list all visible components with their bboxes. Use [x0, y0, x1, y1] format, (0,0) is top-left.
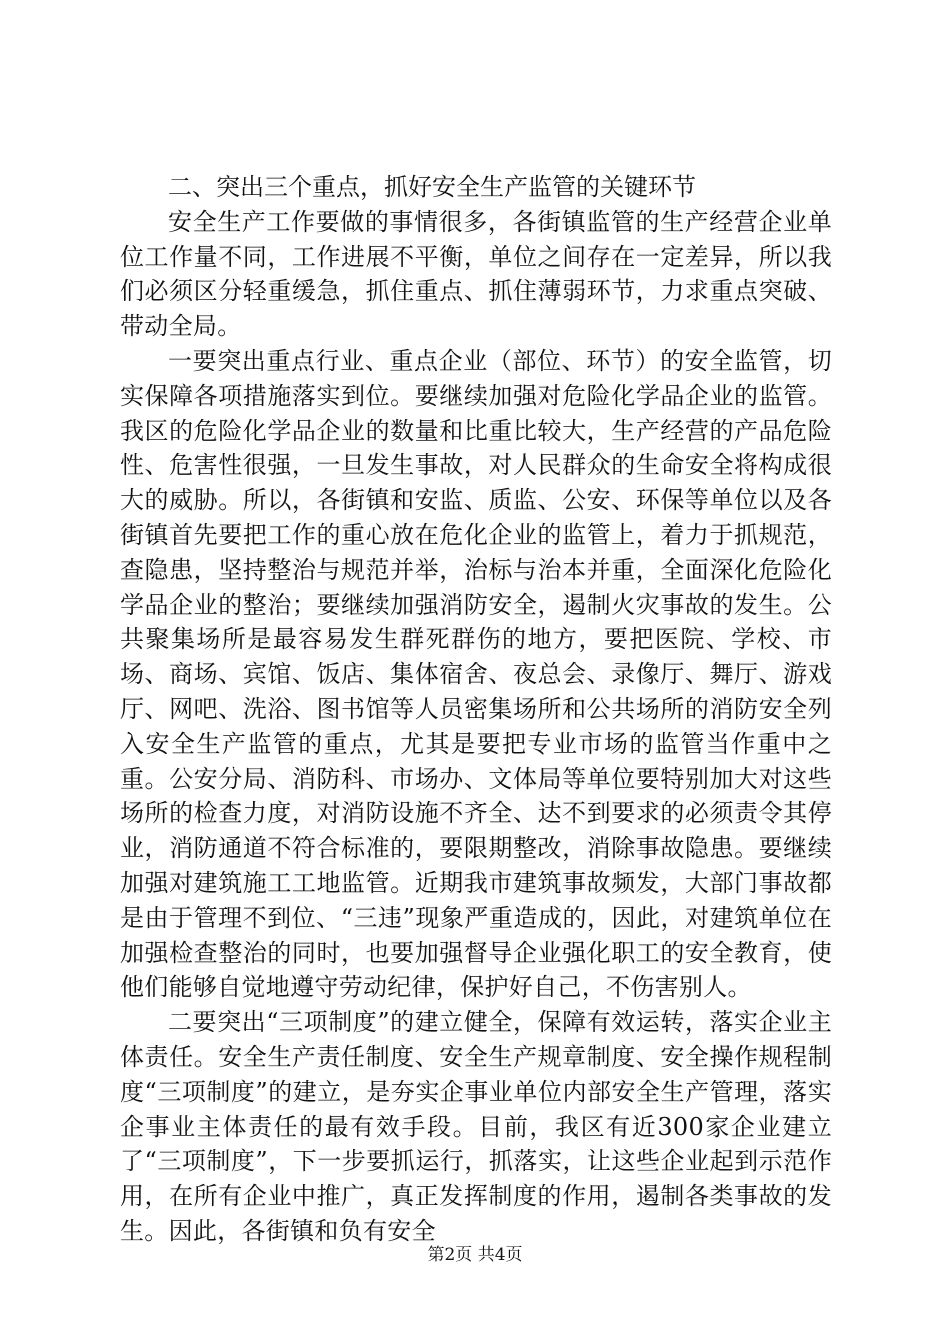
paragraph-key-industries: 一要突出重点行业、重点企业（部位、环节）的安全监管，切实保障各项措施落实到位。要继续加强对危险化学品企业的监管。我区的危险化学品企业的数量和比重比较大，生产经营的产品危险性、危害性很强，一旦发生事故，对人民群众的生命安全将构成很大的威胁。所以，各街镇和安监、质监、公安、环保等单位以及各街镇首先要把工作的重心放在危化企业的监管上，着力于抓规范，查隐患，坚持整治与规范并举，治标与治本并重，全面深化危险化学品企业的整治；要继续加强消防安全，遏制火灾事故的发生。公共聚集场所是最容易发生群死群伤的地方，要把医院、学校、市场、商场、宾馆、饭店、集体宿舍、夜总会、录像厅、舞厅、游戏厅、网吧、洗浴、图书馆等人员密集场所和公共场所的消防安全列入安全生产监管的重点，尤其是要把专业市场的监管当作重中之重。公安分局、消防科、市场办、文体局等单位要特别加大对这些场所的检查力度，对消防设施不齐全、达不到要求的必须责令其停业，消防通道不符合标准的，要限期整改，消除事故隐患。要继续加强对建筑施工工地监管。近期我市建筑事故频发，大部门事故都是由于管理不到位、“三违”现象严重造成的，因此，对建筑单位在加强检查整治的同时，也要加强督导企业强化职工的安全教育，使他们能够自觉地遵守劳动纪律，保护好自己，不伤害别人。: [120, 346, 832, 1002]
paragraph-three-systems: 二要突出“三项制度”的建立健全，保障有效运转，落实企业主体责任。安全生产责任制度、安全生产规章制度、安全操作规程制度“三项制度”的建立，是夯实企事业单位内部安全生产管理，落实企事业主体责任的最有效手段。目前，我区有近300家企业建立了“三项制度”，下一步要抓运行，抓落实，让这些企业起到示范作用，在所有企业中推广，真正发挥制度的作用，遏制各类事故的发生。因此，各街镇和负有安全: [120, 1008, 832, 1245]
document-body: [120, 170, 832, 1249]
paragraph-intro: 安全生产工作要做的事情很多，各街镇监管的生产经营企业单位工作量不同，工作进展不平衡，单位之间存在一定差异，所以我们必须区分轻重缓急，抓住重点、抓住薄弱环节，力求重点突破、带动全局。: [120, 207, 832, 341]
page-number-footer: 第2页 共4页: [427, 1245, 523, 1265]
section-heading: 二、突出三个重点，抓好安全生产监管的关键环节: [168, 173, 696, 201]
